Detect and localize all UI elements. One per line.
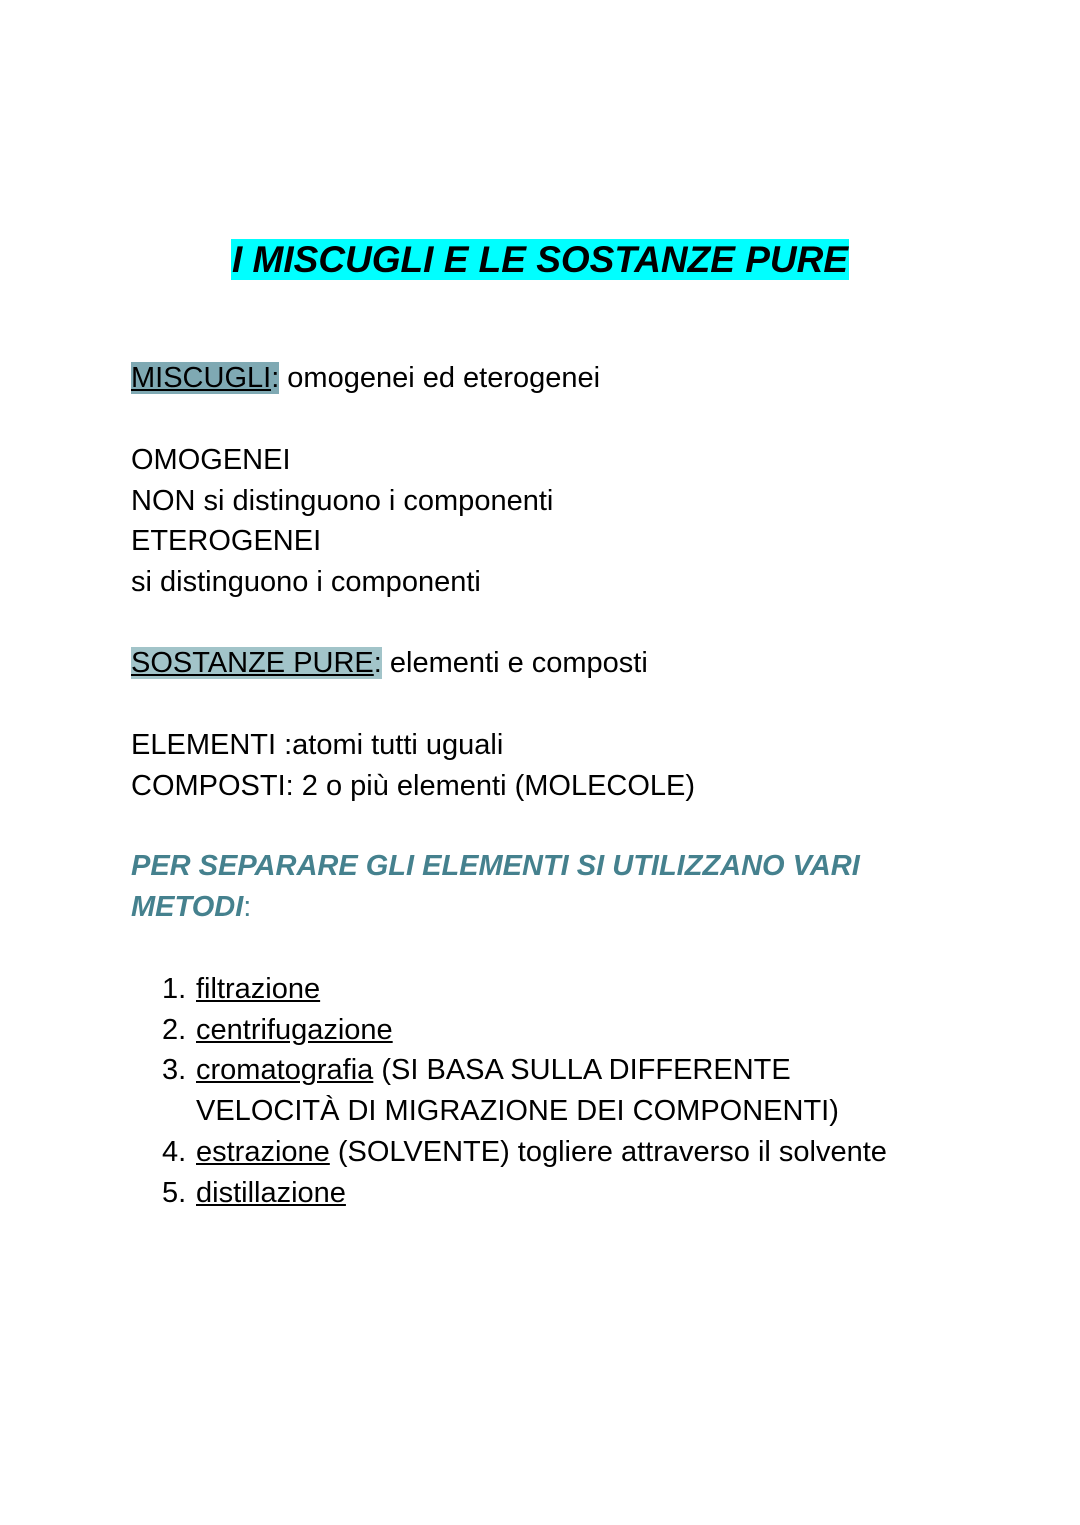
list-item: 2. centrifugazione	[162, 1013, 393, 1046]
composti-line: COMPOSTI: 2 o più elementi (MOLECOLE)	[131, 769, 696, 802]
definitions-block	[131, 725, 695, 806]
list-item: 3. cromatografia (SI BASA SULLA DIFFERENTE VELOCITÀ DI MIGRAZIONE DEI COMPONENTI)	[162, 1054, 839, 1128]
eterogenei-desc: si distinguono i componenti	[131, 566, 481, 599]
miscugli-label: MISCUGLI	[131, 362, 272, 394]
methods-list	[162, 969, 887, 1213]
page-title: I MISCUGLI E LE SOSTANZE PURE	[231, 239, 849, 280]
list-item: 4. estrazione (SOLVENTE) togliere attraverso il solvente	[162, 1135, 887, 1168]
miscugli-line: MISCUGLI: omogenei ed eterogenei	[131, 362, 601, 394]
types-block	[131, 440, 553, 603]
eterogenei-heading: ETEROGENEI	[131, 525, 322, 558]
omogenei-heading: OMOGENEI	[131, 444, 291, 476]
list-item: 5. distillazione	[162, 1176, 346, 1209]
elementi-line: ELEMENTI :atomi tutti uguali	[131, 729, 504, 761]
omogenei-desc: NON si distinguono i componenti	[131, 484, 554, 517]
separare-heading: PER SEPARARE GLI ELEMENTI SI UTILIZZANO VARI METODI:	[131, 850, 860, 923]
sostanze-label: SOSTANZE PURE	[131, 647, 374, 679]
list-item: 1. filtrazione	[162, 973, 321, 1005]
sostanze-line: SOSTANZE PURE: elementi e composti	[131, 647, 648, 679]
